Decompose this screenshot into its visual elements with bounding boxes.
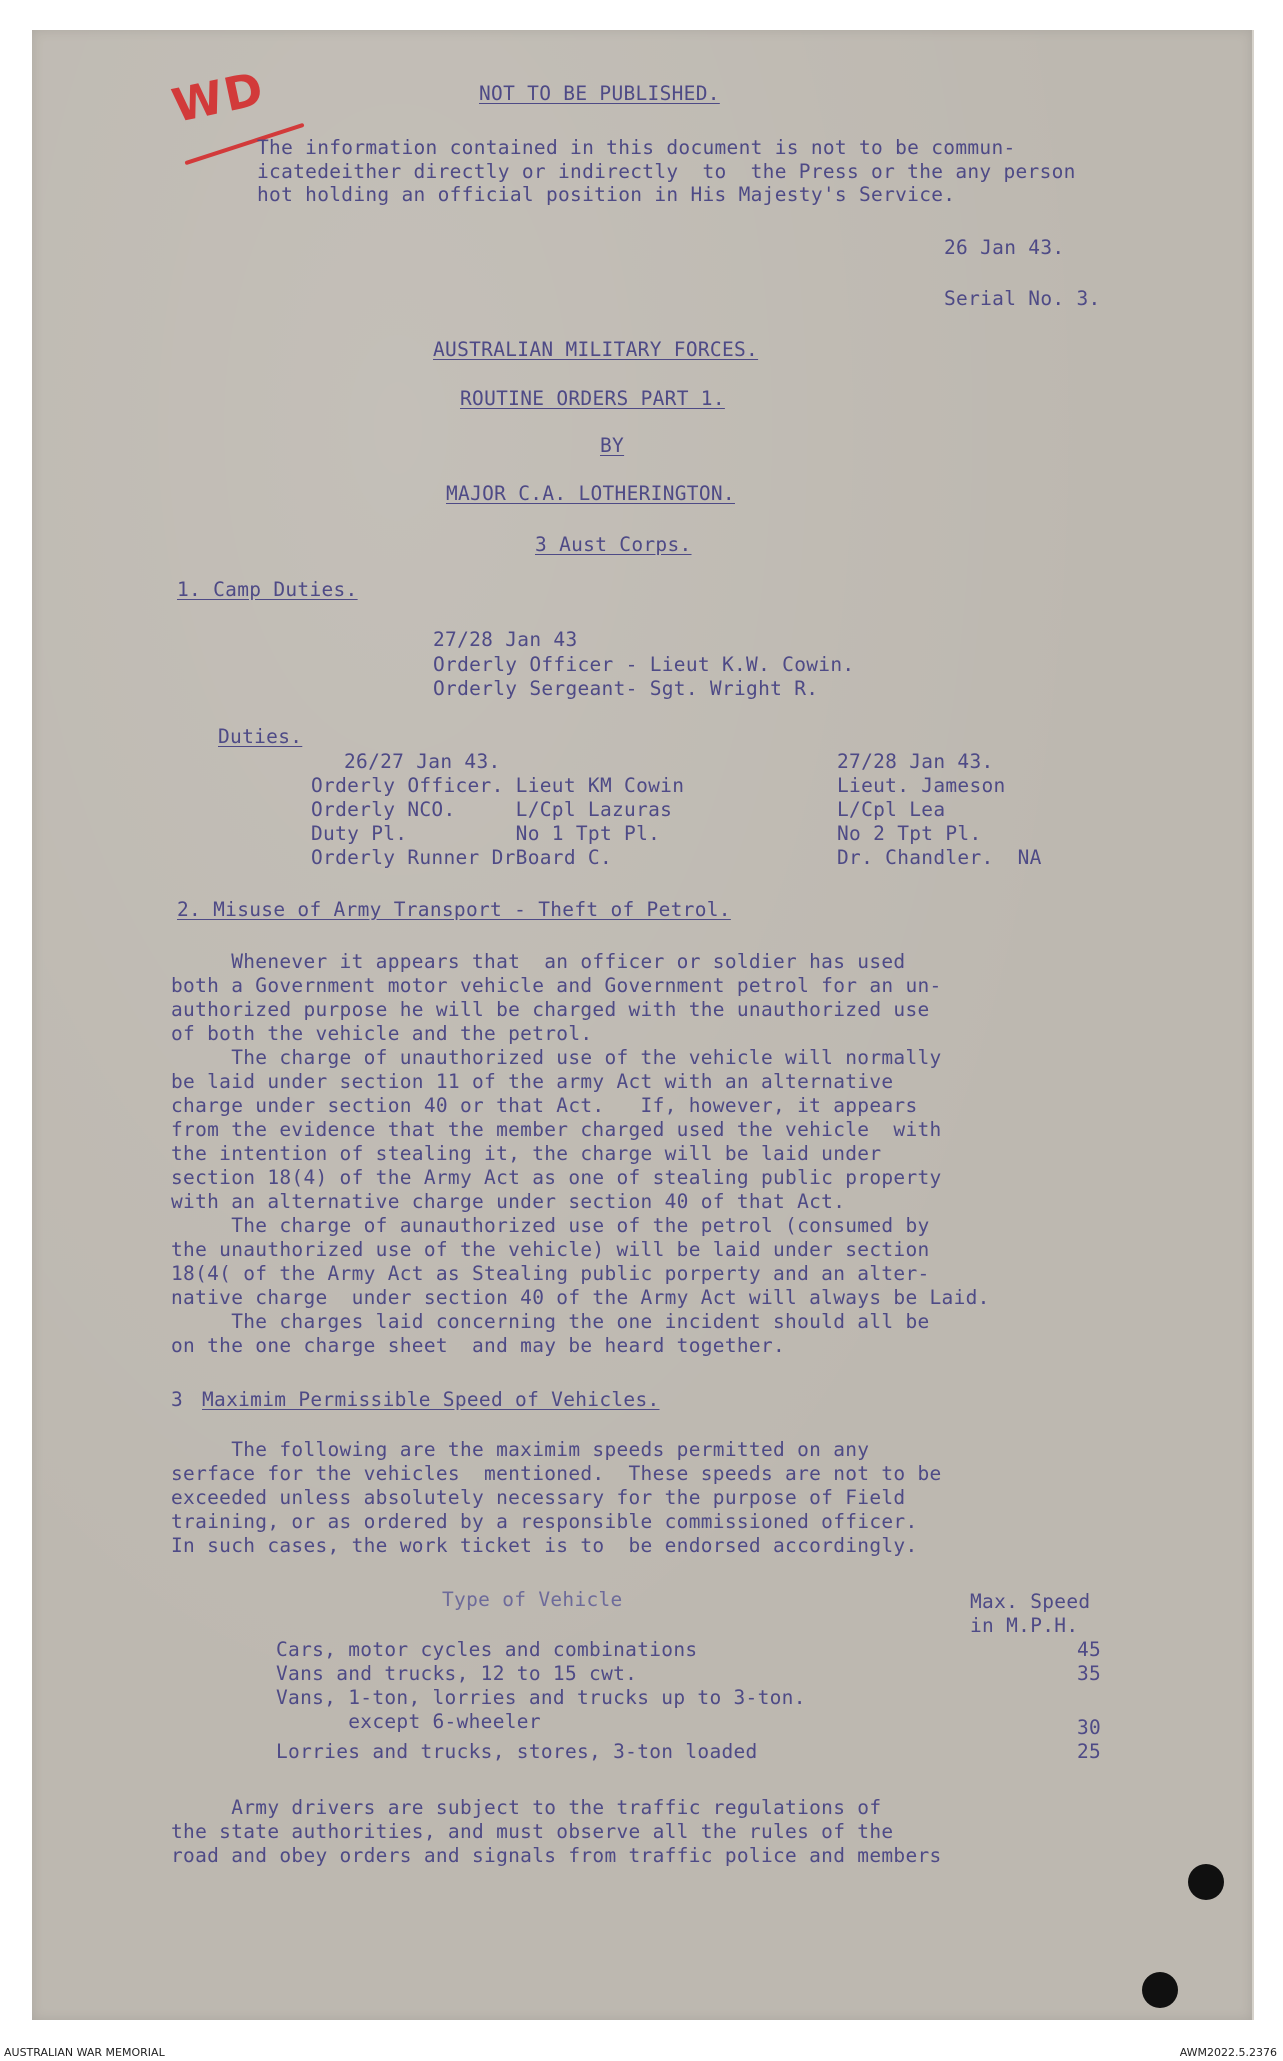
notice-line-1: The information contained in this document is not to be commun- <box>257 136 1016 159</box>
closing-line-1: Army drivers are subject to the traffic regulations of <box>171 1796 882 1819</box>
s2-line-16: The charges laid concerning the one incident should all be <box>171 1310 930 1333</box>
roster-right-duty: No 2 Tpt Pl. <box>837 822 982 845</box>
roster-left-duty: Duty Pl. No 1 Tpt Pl. <box>311 822 661 845</box>
s3-line-4: training, or as ordered by a responsible commissioned officer. <box>171 1510 918 1533</box>
closing-line-3: road and obey orders and signals from traffic police and members <box>171 1844 942 1867</box>
orderly-officer: Orderly Officer - Lieut K.W. Cowin. <box>433 653 855 676</box>
wd-annotation: WD <box>167 60 270 134</box>
notice-line-2: icatedeither directly or indirectly to the Press or the any person <box>257 160 1076 183</box>
speed-row-1: 45 <box>1077 1638 1102 1661</box>
col-vehicle-header: Type of Vehicle <box>442 1588 623 1611</box>
vehicle-row-2: Vans and trucks, 12 to 15 cwt. <box>276 1662 638 1685</box>
s2-line-6: be laid under section 11 of the army Act with an alternative <box>171 1070 894 1093</box>
section-2-heading: 2. Misuse of Army Transport - Theft of Petrol. <box>177 898 731 921</box>
closing-line-2: the state authorities, and must observe all the rules of the <box>171 1820 894 1843</box>
s2-line-2: both a Government motor vehicle and Government petrol for an un- <box>171 974 942 997</box>
document-date: 26 Jan 43. <box>944 236 1065 259</box>
footer-source: AUSTRALIAN WAR MEMORIAL <box>4 2046 165 2059</box>
s2-line-10: section 18(4) of the Army Act as one of stealing public property <box>171 1166 942 1189</box>
officer-title: MAJOR C.A. LOTHERINGTON. <box>446 482 735 505</box>
camp-date: 27/28 Jan 43 <box>433 628 578 651</box>
vehicle-row-1: Cars, motor cycles and combinations <box>276 1638 698 1661</box>
org-title: AUSTRALIAN MILITARY FORCES. <box>433 338 759 361</box>
s2-line-17: on the one charge sheet and may be heard together. <box>171 1334 786 1357</box>
s2-line-9: the intention of stealing it, the charge will be laid under <box>171 1142 882 1165</box>
speed-row-5: 25 <box>1077 1740 1102 1763</box>
speed-row-2: 35 <box>1077 1662 1102 1685</box>
roster-left-officer: Orderly Officer. Lieut KM Cowin <box>311 774 685 797</box>
roster-left-runner: Orderly Runner DrBoard C. <box>311 846 612 869</box>
s2-line-8: from the evidence that the member charged used the vehicle with <box>171 1118 942 1141</box>
roster-right-officer: Lieut. Jameson <box>837 774 1006 797</box>
footer-reference: AWM2022.5.2376 <box>1179 2046 1277 2059</box>
duties-label: Duties. <box>218 725 303 748</box>
not-published-heading: NOT TO BE PUBLISHED. <box>479 82 720 105</box>
s2-line-4: of both the vehicle and the petrol. <box>171 1022 593 1045</box>
col-speed-header-2: in M.P.H. <box>970 1614 1079 1637</box>
s3-line-5: In such cases, the work ticket is to be endorsed accordingly. <box>171 1534 918 1557</box>
s2-line-12: The charge of aunauthorized use of the petrol (consumed by <box>171 1214 930 1237</box>
vehicle-row-3: Vans, 1-ton, lorries and trucks up to 3-ton. <box>276 1686 806 1709</box>
roster-left-date: 26/27 Jan 43. <box>344 750 501 773</box>
s2-line-11: with an alternative charge under section 40 of that Act. <box>171 1190 846 1213</box>
roster-right-runner: Dr. Chandler. NA <box>837 846 1042 869</box>
document-page <box>32 30 1254 2020</box>
serial-number: Serial No. 3. <box>944 287 1101 310</box>
vehicle-row-5: Lorries and trucks, stores, 3-ton loaded <box>276 1740 758 1763</box>
s3-line-1: The following are the maximim speeds permitted on any <box>171 1438 870 1461</box>
s3-line-3: exceeded unless absolutely necessary for the purpose of Field <box>171 1486 906 1509</box>
s2-line-5: The charge of unauthorized use of the vehicle will normally <box>171 1046 942 1069</box>
s2-line-7: charge under section 40 or that Act. If, however, it appears <box>171 1094 918 1117</box>
punch-hole-upper <box>1188 1864 1224 1900</box>
section-1-heading: 1. Camp Duties. <box>177 578 358 601</box>
orderly-sergeant: Orderly Sergeant- Sgt. Wright R. <box>433 677 819 700</box>
s2-line-13: the unauthorized use of the vehicle) will be laid under section <box>171 1238 930 1261</box>
speed-row-4: 30 <box>1077 1716 1102 1739</box>
section-3-heading: Maximim Permissible Speed of Vehicles. <box>202 1388 660 1411</box>
s2-line-14: 18(4( of the Army Act as Stealing public porperty and an alter- <box>171 1262 930 1285</box>
notice-line-3: hot holding an official position in His Majesty's Service. <box>257 183 956 206</box>
col-speed-header-1: Max. Speed <box>970 1590 1091 1613</box>
orders-title: ROUTINE ORDERS PART 1. <box>460 387 725 410</box>
s2-line-1: Whenever it appears that an officer or soldier has used <box>171 950 906 973</box>
vehicle-row-4: except 6-wheeler <box>276 1710 541 1733</box>
roster-right-nco: L/Cpl Lea <box>837 798 946 821</box>
s2-line-3: authorized purpose he will be charged with the unauthorized use <box>171 998 930 1021</box>
roster-left-nco: Orderly NCO. L/Cpl Lazuras <box>311 798 673 821</box>
roster-right-date: 27/28 Jan 43. <box>837 750 994 773</box>
s2-line-15: native charge under section 40 of the Army Act will always be Laid. <box>171 1286 990 1309</box>
punch-hole-lower <box>1142 1972 1178 2008</box>
by-line: BY <box>600 434 625 457</box>
section-3-number: 3 <box>171 1388 184 1411</box>
s3-line-2: serface for the vehicles mentioned. These speeds are not to be <box>171 1462 942 1485</box>
unit-title: 3 Aust Corps. <box>535 533 692 556</box>
